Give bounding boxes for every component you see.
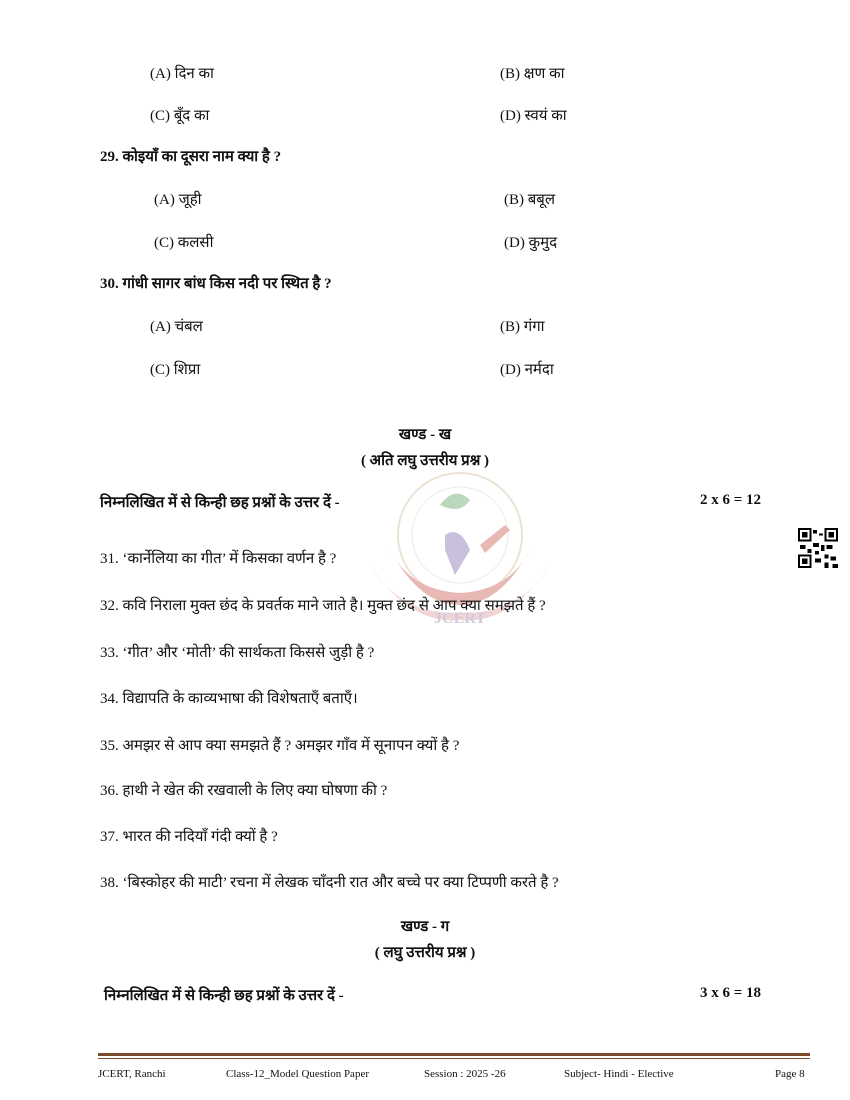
q30-option-d: (D) नर्मदा (500, 362, 554, 378)
q29-option-c: (C) कलसी (154, 235, 214, 251)
footer-rule-thin (98, 1058, 810, 1059)
section-b-title: खण्ड - ख (398, 427, 452, 443)
section-b-marks: 2 x 6 = 12 (700, 492, 762, 508)
q29-option-a: (A) जूही (154, 192, 202, 208)
q29-question: 29. कोइयाँ का दूसरा नाम क्या है ? (100, 149, 282, 165)
section-b-subtitle: ( अति लघु उत्तरीय प्रश्न ) (360, 453, 490, 469)
q30-option-c: (C) शिप्रा (150, 362, 201, 378)
q29-option-d: (D) कुमुद (504, 235, 558, 251)
section-c-title: खण्ड - ग (400, 919, 450, 935)
footer-page-number: Page 8 (775, 1068, 805, 1080)
footer-subject: Subject- Hindi - Elective (564, 1068, 674, 1080)
question-34: 34. विद्यापति के काव्यभाषा की विशेषताएँ बताएँ। (100, 691, 358, 707)
q30-option-a: (A) चंबल (150, 319, 203, 335)
section-b-instruction: निम्नलिखित में से किन्ही छह प्रश्नों के उत्तर दें - (100, 495, 340, 511)
footer-paper: Class-12_Model Question Paper (226, 1068, 369, 1080)
question-36: 36. हाथी ने खेत की रखवाली के लिए क्या घोषणा की ? (100, 783, 388, 799)
q28-option-d: (D) स्वयं का (500, 108, 567, 124)
q28-option-a: (A) दिन का (150, 66, 214, 82)
question-31: 31. ‘कार्नेलिया का गीत’ में किसका वर्णन है ? (100, 551, 337, 567)
q30-option-b: (B) गंगा (500, 319, 545, 335)
section-c-instruction: निम्नलिखित में से किन्ही छह प्रश्नों के उत्तर दें - (104, 988, 344, 1004)
question-32: 32. कवि निराला मुक्त छंद के प्रवर्तक माने जाते है। मुक्त छंद से आप क्या समझते हैं ? (100, 598, 546, 614)
question-38: 38. ‘बिस्कोहर की माटी’ रचना में लेखक चाँदनी रात और बच्चे पर क्या टिप्पणी करते है ? (100, 875, 559, 891)
footer-rule-thick (98, 1053, 810, 1056)
question-37: 37. भारत की नदियाँ गंदी क्यों है ? (100, 829, 278, 845)
footer-session: Session : 2025 -26 (424, 1068, 506, 1080)
section-c-marks: 3 x 6 = 18 (700, 985, 762, 1001)
watermark-text: JCERT (434, 610, 486, 627)
question-33: 33. ‘गीत’ और ‘मोती’ की सार्थकता किससे जुड़ी है ? (100, 645, 375, 661)
question-35: 35. अमझर से आप क्या समझते हैं ? अमझर गाँव में सूनापन क्यों है ? (100, 738, 460, 754)
footer-org: JCERT, Ranchi (98, 1068, 166, 1080)
qr-code-icon (798, 528, 838, 568)
section-c-subtitle: ( लघु उत्तरीय प्रश्न ) (374, 945, 476, 961)
q28-option-c: (C) बूँद का (150, 108, 210, 124)
q29-option-b: (B) बबूल (504, 192, 556, 208)
q30-question: 30. गांधी सागर बांध किस नदी पर स्थित है ? (100, 276, 332, 292)
q28-option-b: (B) क्षण का (500, 66, 565, 82)
